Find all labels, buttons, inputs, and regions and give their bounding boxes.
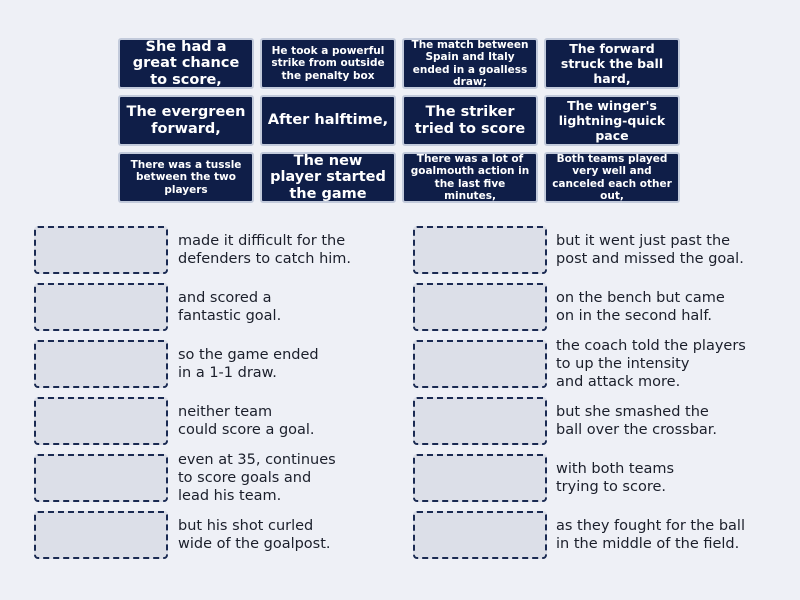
answer-tile[interactable]: He took a powerful strike from outside the penalty box (260, 38, 396, 89)
drop-slot[interactable] (34, 283, 168, 331)
answer-tile[interactable]: The forward struck the ball hard, (544, 38, 680, 89)
answer-tile[interactable]: There was a tussle between the two players (118, 152, 254, 203)
drop-slot[interactable] (34, 511, 168, 559)
drop-slot[interactable] (34, 226, 168, 274)
sentence-ending: but she smashed the ball over the crossbar. (556, 403, 718, 438)
answer-tile[interactable]: The striker tried to score (402, 95, 538, 146)
drop-slot[interactable] (413, 511, 547, 559)
sentence-ending: as they fought for the ball in the middle of the field. (556, 517, 745, 552)
answer-tile-bank (118, 38, 680, 203)
sentence-ending: made it difficult for the defenders to catch him. (178, 232, 352, 267)
drop-slot[interactable] (413, 283, 547, 331)
drop-slot[interactable] (34, 397, 168, 445)
answer-tile[interactable]: There was a lot of goalmouth action in the last five minutes, (402, 152, 538, 203)
answer-tile[interactable]: The new player started the game (260, 152, 396, 203)
sentence-ending: on the bench but came on in the second half. (556, 289, 725, 324)
drop-slot[interactable] (413, 397, 547, 445)
answer-tile[interactable]: The match between Spain and Italy ended in a goalless draw; (402, 38, 538, 89)
sentence-ending: neither team could score a goal. (178, 403, 315, 438)
drop-slot[interactable] (413, 454, 547, 502)
answer-tile[interactable]: The evergreen forward, (118, 95, 254, 146)
sentence-ending: the coach told the players to up the intensity and attack more. (556, 337, 746, 391)
answer-tile[interactable]: After halftime, (260, 95, 396, 146)
answer-tile[interactable]: She had a great chance to score, (118, 38, 254, 89)
sentence-ending: but it went just past the post and missed the goal. (556, 232, 744, 267)
answer-tile[interactable]: Both teams played very well and canceled each other out, (544, 152, 680, 203)
drop-slot[interactable] (413, 340, 547, 388)
sentence-ending: but his shot curled wide of the goalpost. (178, 517, 331, 552)
drop-slot[interactable] (34, 340, 168, 388)
drop-slot[interactable] (413, 226, 547, 274)
sentence-ending: with both teams trying to score. (556, 460, 675, 495)
sentence-ending: even at 35, continues to score goals and lead his team. (178, 451, 336, 505)
answer-tile[interactable]: The winger's lightning-quick pace (544, 95, 680, 146)
sentence-ending: and scored a fantastic goal. (178, 289, 282, 324)
sentence-ending: so the game ended in a 1-1 draw. (178, 346, 319, 381)
drop-slot[interactable] (34, 454, 168, 502)
